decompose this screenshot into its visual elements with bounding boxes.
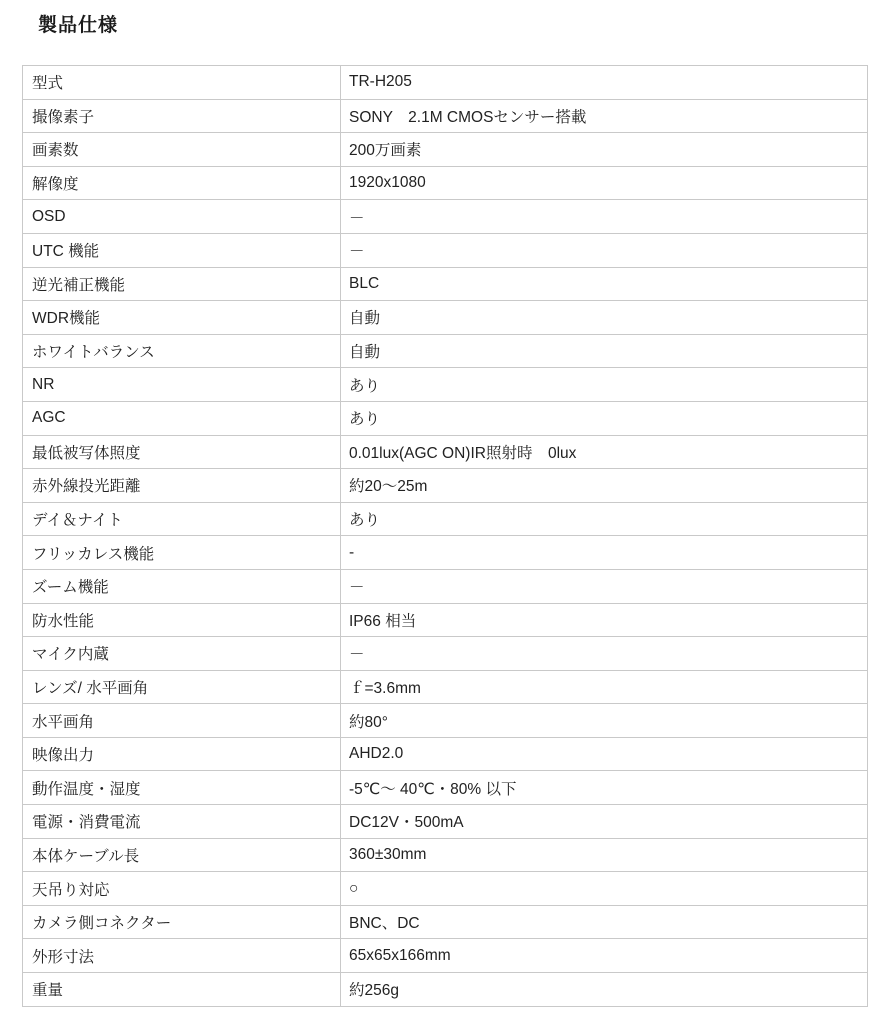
spec-value: BLC xyxy=(349,274,380,292)
spec-label: OSD xyxy=(23,200,341,233)
spec-label: 動作温度・湿度 xyxy=(23,771,341,804)
table-row xyxy=(23,167,867,201)
table-row xyxy=(23,839,867,873)
table-row xyxy=(23,939,867,973)
spec-label: WDR機能 xyxy=(23,301,341,334)
spec-label: 撮像素子 xyxy=(23,100,341,133)
spec-value: TR-H205 xyxy=(349,73,412,91)
table-row xyxy=(23,872,867,906)
spec-value: － xyxy=(349,646,365,664)
spec-label: 重量 xyxy=(23,973,341,1006)
table-row xyxy=(23,268,867,302)
spec-label: ホワイトバランス xyxy=(23,335,341,368)
spec-value: 約80° xyxy=(349,713,388,731)
spec-label: レンズ/ 水平画角 xyxy=(23,671,341,704)
spec-table xyxy=(22,65,868,1007)
spec-value: 65x65x166mm xyxy=(349,946,451,964)
table-row xyxy=(23,671,867,705)
table-row xyxy=(23,301,867,335)
table-row xyxy=(23,973,867,1007)
spec-label: AGC xyxy=(23,402,341,435)
table-row xyxy=(23,503,867,537)
spec-label: フリッカレス機能 xyxy=(23,536,341,569)
spec-value: - xyxy=(349,543,355,561)
table-row xyxy=(23,368,867,402)
spec-label: 水平画角 xyxy=(23,704,341,737)
table-row xyxy=(23,436,867,470)
spec-value: ○ xyxy=(349,879,359,897)
spec-value: SONY 2.1M CMOSセンサー搭載 xyxy=(349,108,587,126)
table-row xyxy=(23,66,867,100)
spec-value: － xyxy=(349,243,365,261)
spec-label: 電源・消費電流 xyxy=(23,805,341,838)
spec-label: NR xyxy=(23,368,341,401)
table-row xyxy=(23,906,867,940)
spec-value: あり xyxy=(349,411,381,429)
spec-value: 約256g xyxy=(349,982,399,1000)
table-row xyxy=(23,335,867,369)
spec-value: － xyxy=(349,579,365,597)
spec-value: -5℃〜 40℃・80% 以下 xyxy=(349,780,517,798)
spec-value: あり xyxy=(349,377,381,395)
spec-value: DC12V・500mA xyxy=(349,814,464,832)
table-row xyxy=(23,133,867,167)
spec-label: カメラ側コネクター xyxy=(23,906,341,939)
spec-label: UTC 機能 xyxy=(23,234,341,267)
table-row xyxy=(23,771,867,805)
spec-value: 約20〜25m xyxy=(349,478,428,496)
spec-label: 赤外線投光距離 xyxy=(23,469,341,502)
table-row xyxy=(23,570,867,604)
table-row xyxy=(23,704,867,738)
spec-label: 型式 xyxy=(23,66,341,99)
spec-value: 360±30mm xyxy=(349,845,427,863)
page-title: 製品仕様 xyxy=(38,15,119,36)
spec-value: AHD2.0 xyxy=(349,745,404,763)
spec-value: 0.01lux(AGC ON)IR照射時 0lux xyxy=(349,444,577,462)
spec-label: 天吊り対応 xyxy=(23,872,341,905)
table-row xyxy=(23,637,867,671)
table-row xyxy=(23,469,867,503)
spec-value: ｆ=3.6mm xyxy=(349,679,421,697)
spec-value: あり xyxy=(349,512,381,530)
spec-value: － xyxy=(349,209,365,227)
spec-label: 逆光補正機能 xyxy=(23,268,341,301)
spec-value: 自動 xyxy=(349,344,381,362)
spec-value: BNC、DC xyxy=(349,915,420,933)
table-row xyxy=(23,100,867,134)
spec-value: 200万画素 xyxy=(349,142,422,160)
table-row xyxy=(23,536,867,570)
table-row xyxy=(23,604,867,638)
spec-label: 外形寸法 xyxy=(23,939,341,972)
table-row xyxy=(23,200,867,234)
spec-value: 自動 xyxy=(349,310,381,328)
spec-label: デイ＆ナイト xyxy=(23,503,341,536)
spec-value: 1920x1080 xyxy=(349,174,426,192)
table-row xyxy=(23,738,867,772)
table-row xyxy=(23,234,867,268)
spec-label: マイク内蔵 xyxy=(23,637,341,670)
spec-value: IP66 相当 xyxy=(349,612,417,630)
spec-label: 最低被写体照度 xyxy=(23,436,341,469)
spec-label: 映像出力 xyxy=(23,738,341,771)
spec-label: 本体ケーブル長 xyxy=(23,839,341,872)
spec-label: 画素数 xyxy=(23,133,341,166)
spec-label: ズーム機能 xyxy=(23,570,341,603)
table-row xyxy=(23,402,867,436)
spec-label: 解像度 xyxy=(23,167,341,200)
table-row xyxy=(23,805,867,839)
spec-label: 防水性能 xyxy=(23,604,341,637)
